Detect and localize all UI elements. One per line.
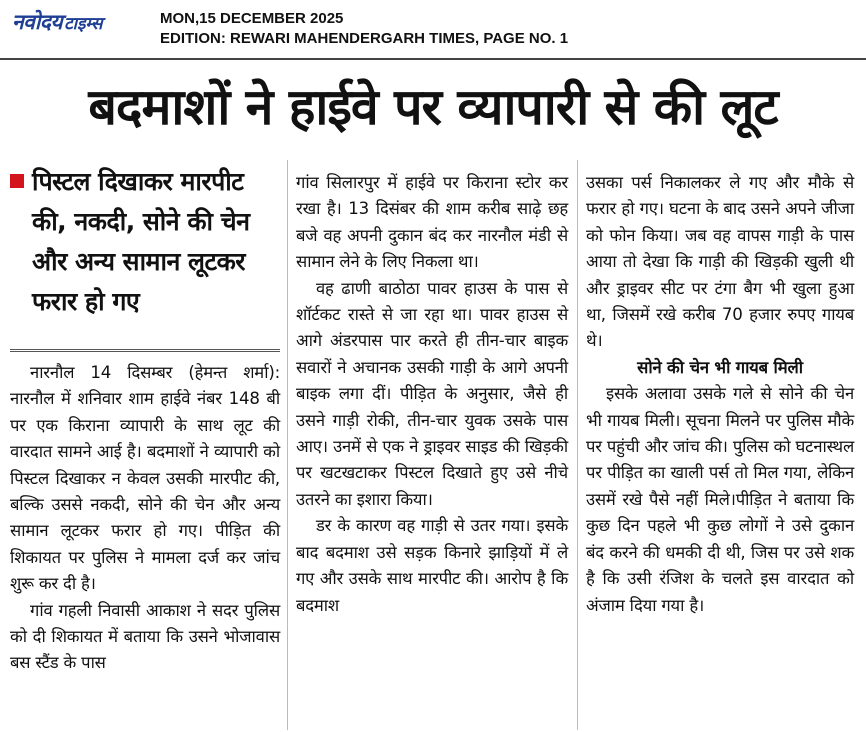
- logo-sub-text: टाइम्स: [64, 14, 103, 34]
- logo-main-text: नवोदय: [12, 10, 63, 34]
- subheadline-text: पिस्टल दिखाकर मारपीट की, नकदी, सोने की चेन और अन्य सामान लूटकर फरार हो गए: [32, 167, 250, 316]
- paragraph: इसके अलावा उसके गले से सोने की चेन भी गायब मिली। सूचना मिलने पर पुलिस मौके पर पहुंची और जांच की। पुलिस को घटनास्थल पर पीड़ित का खाली पर्स तो मिल गया, लेकिन उसमें रखे पैसे नहीं मिले।पीड़ित ने बताया कि कुछ दिन पहले भी कुछ लोगों ने उसे दुकान बंद करने की धमकी दी थी, जिस पर उसे शक है कि उसी रंजिश के चलते इस वारदात को अंजाम दिया गया है।: [586, 384, 854, 615]
- paragraph: उसका पर्स निकालकर ले गए और मौके से फरार हो गए। घटना के बाद उसने अपने जीजा को फोन किया। जब वह वापस गाड़ी के पास आया तो देखा कि गाड़ी की खिड़की खुली थी और ड्राइवर सीट पर टंगा बैग भी खुला हुआ था, जिसमें रखे करीब 70 हजार रुपए गायब थे।: [586, 173, 854, 351]
- bullet-square-icon: [10, 174, 24, 188]
- paragraph: डर के कारण वह गाड़ी से उतर गया। इसके बाद बदमाश उसे सड़क किनारे झाड़ियों में ले गए और उसके साथ मारपीट की। आरोप है कि बदमाश: [296, 516, 568, 615]
- paragraph: गांव गहली निवासी आकाश ने सदर पुलिस को दी शिकायत में बताया कि उसने भोजावास बस स्टैंड के पास: [10, 600, 280, 673]
- article-column-3: [586, 170, 854, 619]
- article-subheadline: [10, 162, 285, 322]
- paragraph: वह ढाणी बाठोठा पावर हाउस के पास से शॉर्टकट रास्ते से जा रहा था। पावर हाउस से आगे अंडरपास पार करते ही तीन-चार बाइक सवारों ने अचानक उसकी गाड़ी के आगे अपनी बाइक लगा दीं। पीड़ित के अनुसार, जैसे ही उसने गाड़ी रोकी, तीन-चार युवक उसके पास आए। उनमें से एक ने ड्राइवर साइड की खिड़की पर खटखटाकर पिस्टल दिखाते हुए उसे नीचे उतरने का इशारा किया।: [296, 278, 568, 509]
- column-divider: [287, 160, 288, 730]
- article-headline: बदमाशों ने हाईवे पर व्यापारी से की लूट: [88, 78, 778, 136]
- newspaper-logo: [12, 8, 102, 36]
- article-column-1: [10, 360, 280, 677]
- edition-line: EDITION: REWARI MAHENDERGARH TIMES, PAGE NO. 1: [160, 30, 569, 47]
- paragraph: नारनौल 14 दिसम्बर (हेमन्त शर्मा): नारनौल में शनिवार शाम हाईवे नंबर 148 बी पर एक किराना व्यापारी के साथ लूट की वारदात सामने आई है। बदमाशों ने व्यापारी को पिस्टल दिखाकर न केवल उसकी मारपीट की, बल्कि उससे नकदी, सोने की चेन और अन्य सामान लूटकर फरार हो गए। पीड़ित की शिकायत पर पुलिस ने मामला दर्ज कर जांच शुरू कर दी है।: [10, 363, 280, 594]
- section-subheading: सोने की चेन भी गायब मिली: [637, 357, 803, 377]
- article-column-2: [296, 170, 568, 619]
- masthead: [0, 0, 866, 58]
- paragraph: गांव सिलारपुर में हाईवे पर किराना स्टोर कर रखा है। 13 दिसंबर की शाम करीब साढ़े छह बजे वह अपनी दुकान बंद कर नारनौल मंडी से सामान लेने के लिए निकला था।: [296, 173, 568, 272]
- column-divider: [577, 160, 578, 730]
- edition-info: [160, 9, 568, 49]
- subheadline-divider: [10, 349, 280, 352]
- publication-date: MON,15 DECEMBER 2025: [160, 10, 344, 27]
